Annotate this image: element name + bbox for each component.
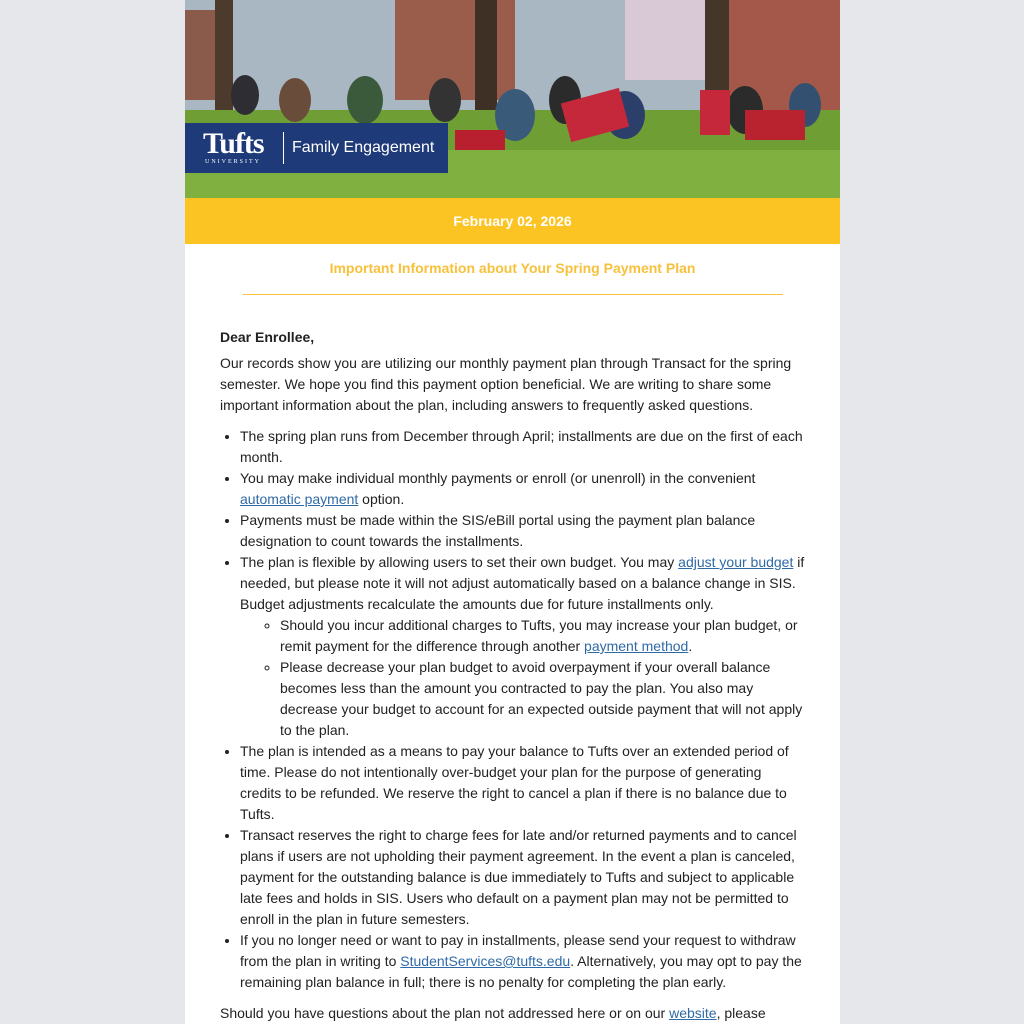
list-item: • If you no longer need or want to pay in installments, please send your request to withdraw from the plan in writing to StudentServices@tufts.edu. Alternatively, you may opt to pay the remaining plan balance in full; there is no penalty for completing the plan early. — [240, 930, 805, 993]
payment-method-link[interactable]: payment method — [584, 638, 689, 654]
brand-logo-subtitle: UNIVERSITY — [205, 159, 261, 165]
date-banner — [185, 198, 840, 244]
student-services-email-link[interactable]: StudentServices@tufts.edu — [400, 953, 571, 969]
budget-sublist — [240, 615, 805, 741]
brand-logo-wordmark: Tufts — [203, 127, 264, 160]
faq-list — [220, 426, 805, 993]
list-item: ◦ Should you incur additional charges to Tufts, you may increase your plan budget, or remit payment for the difference through another payment method. — [280, 615, 805, 657]
list-item: • Transact reserves the right to charge fees for late and/or returned payments and to cancel plans if users are not upholding their payment agreement. In the event a plan is canceled, payment for the outstanding balance is due immediately to Tufts and subject to applicable late fees and holds in SIS. Users who default on a payment plan may not be permitted to enroll in the plan in future semesters. — [240, 825, 805, 930]
greeting: Dear Enrollee, — [220, 329, 315, 345]
website-link[interactable]: website — [669, 1005, 717, 1021]
email-body — [185, 0, 840, 1024]
list-item: • Payments must be made within the SIS/eBill portal using the payment plan balance designation to count towards the installments. — [240, 510, 805, 552]
adjust-budget-link[interactable]: adjust your budget — [678, 554, 794, 570]
email-headline: Important Information about Your Spring Payment Plan — [329, 260, 696, 276]
list-item: • The spring plan runs from December through April; installments are due on the first of each month. — [240, 426, 805, 468]
hero-image — [185, 0, 840, 198]
intro-paragraph: Our records show you are utilizing our monthly payment plan through Transact for the spring semester. We hope you find this payment option beneficial. We are writing to share some important information about the plan, including answers to frequently asked questions. — [220, 355, 792, 413]
email-content — [185, 327, 840, 1024]
headline-divider — [243, 294, 783, 295]
closing-paragraph: Should you have questions about the plan not addressed here or on our website, please — [220, 1005, 766, 1021]
list-item: • You may make individual monthly payments or enroll (or unenroll) in the convenient automatic payment option. — [240, 468, 805, 510]
list-item: • The plan is flexible by allowing users to set their own budget. You may adjust your budget if needed, but please note it will not adjust automatically based on a balance change in SIS. Budget adjustments recalculate the amounts due for future installments only. ◦ Should you incur additional charges to Tufts, you may increase your plan budget, or remit payment for the difference through another payment method. ◦ Please decrease your plan budget to avoid overpayment if your overall balance becomes less than the amount you contracted to pay the plan. You also may decrease your budget to account for an expected outside payment that will not apply to the plan. — [240, 552, 805, 741]
unit-name: Family Engagement — [292, 139, 435, 156]
logo-divider — [283, 132, 284, 164]
brand-logo-bar — [185, 123, 448, 173]
automatic-payment-link[interactable]: automatic payment — [240, 491, 359, 507]
list-item: ◦ Please decrease your plan budget to avoid overpayment if your overall balance becomes less than the amount you contracted to pay the plan. You also may decrease your budget to account for an expected outside payment that will not apply to the plan. — [280, 657, 805, 741]
list-item: • The plan is intended as a means to pay your balance to Tufts over an extended period of time. Please do not intentionally over-budget your plan for the purpose of generating credits to be refunded. We reserve the right to cancel a plan if there is no balance due to Tufts. — [240, 741, 805, 825]
email-date: February 02, 2026 — [453, 213, 572, 229]
